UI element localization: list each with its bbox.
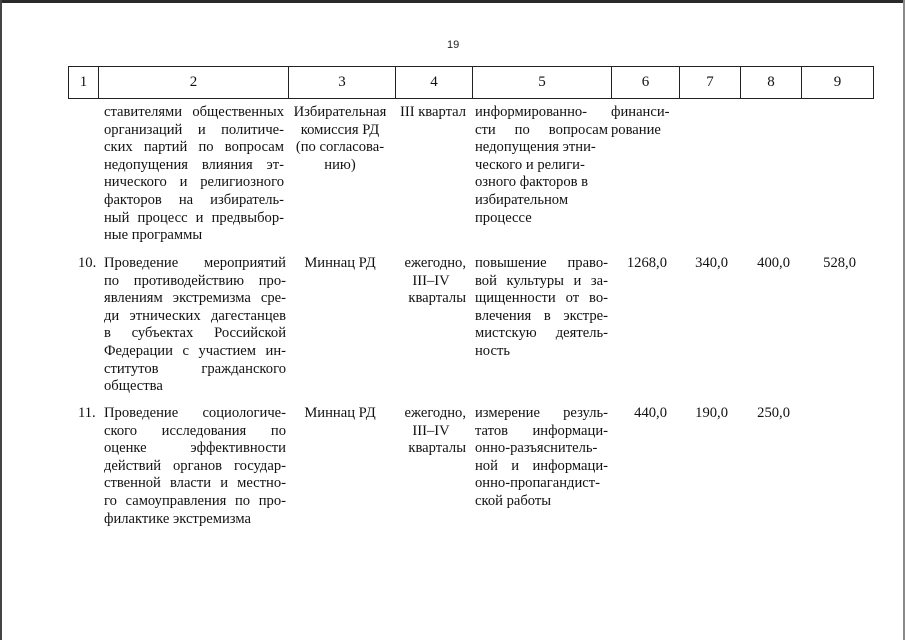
text-line: щищенности от во- [475, 290, 608, 307]
continuation-term [396, 104, 470, 122]
text-line: филактике экстремизма [104, 510, 251, 527]
text-line: повышение право- [475, 255, 608, 271]
text-line: мистскую деятель- [475, 325, 608, 342]
text-line: влечения в экстре- [475, 307, 608, 324]
row-10-description [104, 255, 286, 396]
text-line: ные программы [104, 227, 203, 244]
row-11-executor [289, 405, 391, 423]
text-line: III–IV [412, 272, 450, 289]
text-line: Миннац РД [304, 255, 376, 271]
text-line: ственной власти и местно- [104, 475, 286, 492]
row-10-year-3 [800, 255, 856, 273]
row-11-number: 11. [78, 405, 96, 421]
text-line: 528,0 [823, 255, 856, 271]
text-line: го самоуправления по про- [104, 492, 286, 509]
row-11-result [475, 405, 608, 511]
continuation-executor [289, 104, 391, 174]
header-col-3: 3 [289, 67, 396, 98]
text-line: Проведение мероприятий [104, 255, 286, 271]
header-col-5: 5 [473, 67, 612, 98]
text-line: финанси- [611, 104, 670, 120]
text-line: ной и информаци- [475, 457, 608, 474]
row-10-executor [289, 255, 391, 273]
text-line: явлениям экстремизма сре- [104, 290, 286, 307]
row-11-year-1 [676, 405, 728, 423]
page-number: 19 [447, 39, 460, 51]
text-line: оценке эффективности [104, 440, 286, 457]
text-line: сти по вопросам [475, 121, 608, 138]
row-11-term [396, 405, 466, 458]
text-line: онно-пропагандист- [475, 475, 600, 492]
header-col-2: 2 [99, 67, 289, 98]
text-line: по противодействию про- [104, 272, 286, 289]
table-header-row [68, 66, 874, 99]
text-line: 400,0 [757, 255, 790, 271]
header-col-8: 8 [741, 67, 802, 98]
text-line: татов информаци- [475, 422, 608, 439]
scan-left-edge [0, 0, 2, 640]
text-line: ежегодно, [404, 405, 466, 421]
text-line: ный процесс и предвыбор- [104, 209, 284, 226]
row-11-year-3 [800, 405, 856, 423]
continuation-result [475, 104, 608, 227]
text-line: организаций и политиче- [104, 121, 284, 138]
text-line: ежегодно, [404, 255, 466, 271]
text-line: ститутов гражданского [104, 360, 286, 377]
text-line: в субъектах Российской [104, 325, 286, 342]
text-line: 440,0 [634, 405, 667, 421]
text-line: нию) [324, 156, 356, 173]
text-line: ность [475, 342, 510, 359]
text-line: Проведение социологиче- [104, 405, 286, 421]
row-10-number: 10. [78, 255, 97, 271]
text-line: Избирательная [293, 104, 387, 120]
scan-top-edge [0, 0, 905, 3]
row-10-term [396, 255, 466, 308]
header-col-1: 1 [69, 67, 99, 98]
text-line: кварталы [408, 440, 466, 457]
text-line: (по согласова- [295, 139, 385, 156]
text-line: III квартал [399, 104, 467, 120]
text-line: измерение резуль- [475, 405, 608, 421]
text-line: кварталы [408, 290, 466, 307]
text-line: недопущения этни- [475, 139, 596, 156]
text-line: 340,0 [695, 255, 728, 271]
text-line: ских партий по вопросам [104, 139, 284, 156]
row-11-year-2 [736, 405, 790, 423]
header-col-4: 4 [396, 67, 473, 98]
text-line: нического и религиозного [104, 174, 284, 191]
header-col-6: 6 [612, 67, 680, 98]
text-line: информированно- [475, 104, 588, 120]
text-line: ставителями общественных [104, 104, 284, 120]
row-11-description [104, 405, 286, 528]
text-line: ской работы [475, 492, 552, 509]
text-line: вой культуры и за- [475, 272, 608, 289]
text-line: комиссия РД [300, 121, 380, 138]
text-line: 1268,0 [626, 255, 667, 271]
text-line: Миннац РД [304, 405, 376, 421]
text-line: избирательном [475, 191, 569, 208]
text-line: рование [611, 121, 661, 138]
row-10-total [611, 255, 667, 273]
continuation-financing [611, 104, 675, 139]
text-line: 190,0 [695, 405, 728, 421]
text-line: факторов на избиратель- [104, 191, 284, 208]
text-line: действий органов государ- [104, 457, 286, 474]
text-line: III–IV [412, 422, 450, 439]
continuation-description [104, 104, 284, 245]
text-line: ского исследования по [104, 422, 286, 439]
row-10-year-2 [736, 255, 790, 273]
text-line: озного факторов в [475, 174, 589, 191]
text-line [800, 405, 856, 423]
text-line: 250,0 [757, 405, 790, 421]
text-line: общества [104, 378, 163, 395]
text-line: ди этнических дагестанцев [104, 307, 286, 324]
row-10-result [475, 255, 608, 361]
text-line: ческого и религи- [475, 156, 585, 173]
row-11-total [611, 405, 667, 423]
text-line: процессе [475, 209, 532, 226]
text-line: недопущения влияния эт- [104, 156, 284, 173]
header-col-9: 9 [802, 67, 874, 98]
text-line: онно-разъяснитель- [475, 440, 598, 457]
header-col-7: 7 [680, 67, 741, 98]
text-line: Федерации с участием ин- [104, 342, 286, 359]
row-10-year-1 [676, 255, 728, 273]
